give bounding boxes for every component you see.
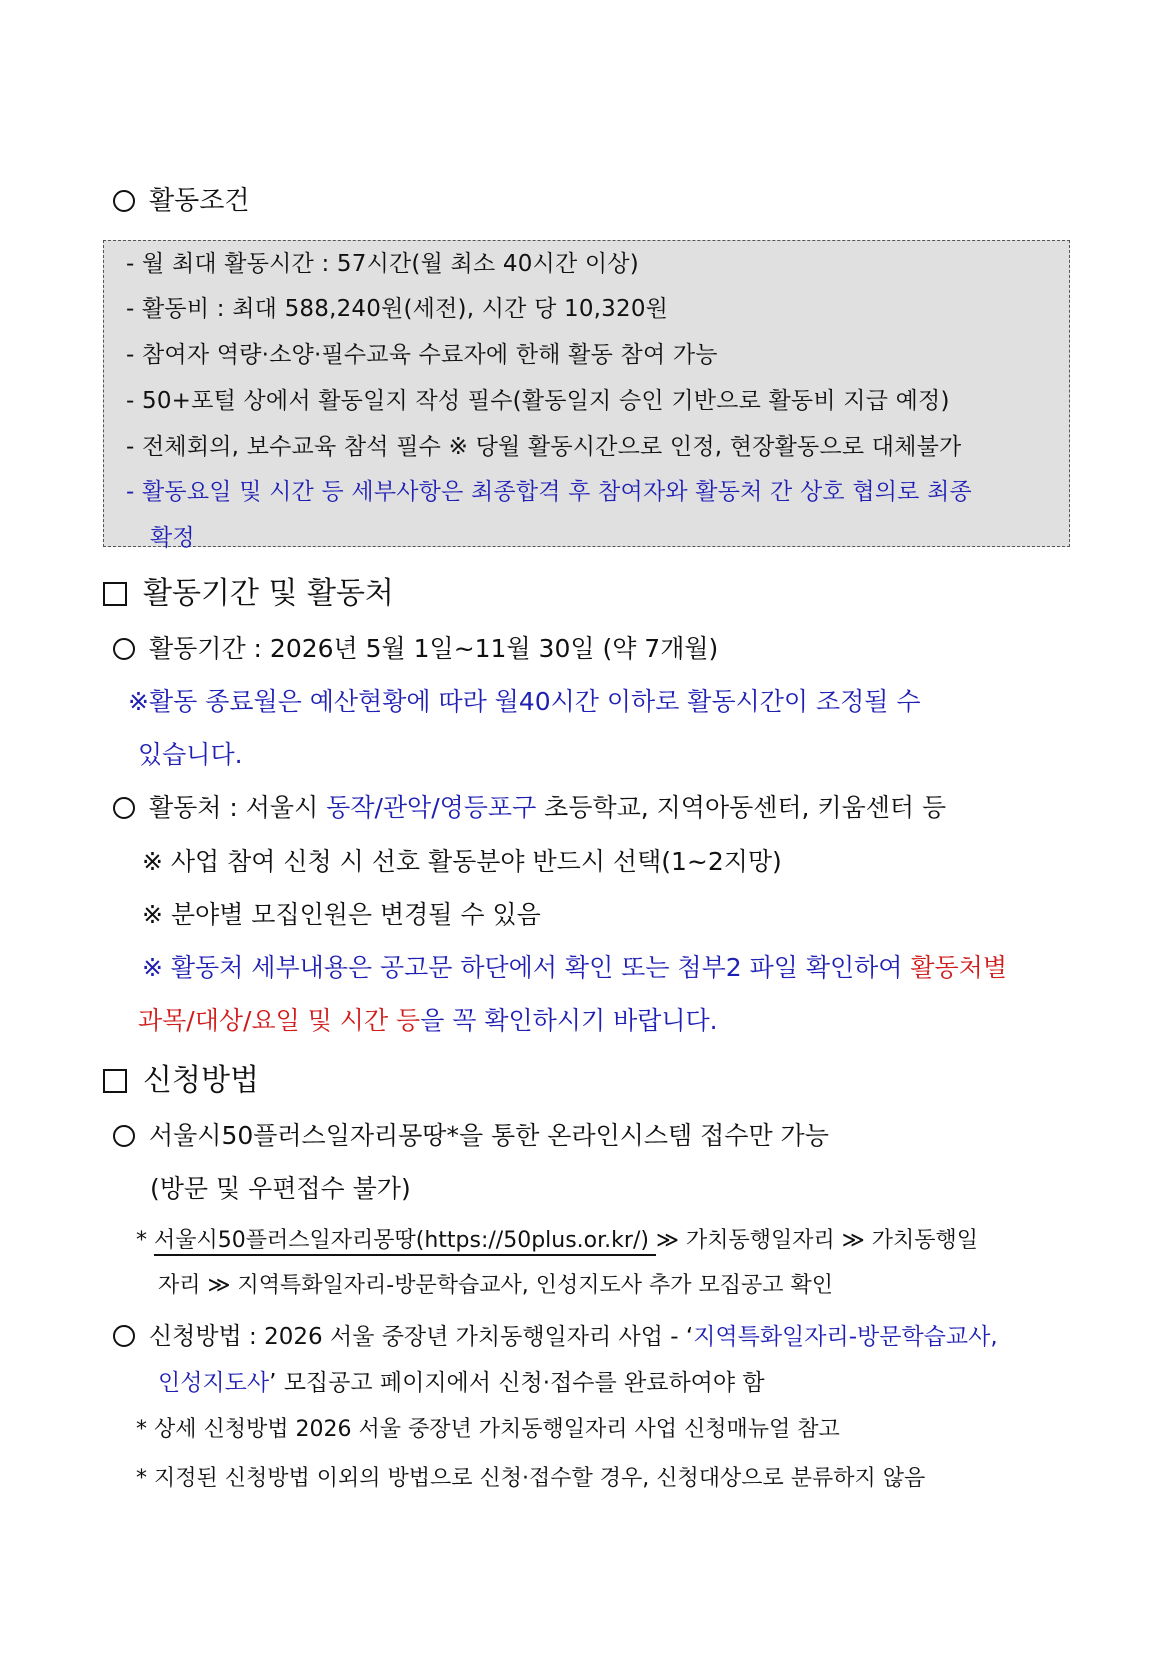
apply-link-line: * 서울시50플러스일자리몽땅(https://50plus.or.kr/) ≫ 가치동행일자리 ≫ 가치동행일 [136, 1223, 978, 1254]
footnote: * 지정된 신청방법 이외의 방법으로 신청·접수할 경우, 신청대상으로 분류하지 않음 [136, 1466, 926, 1491]
condition-highlight-cont: 확정 [150, 525, 195, 551]
condition-item: - 참여자 역량·소양·필수교육 수료자에 한해 활동 참여 가능 [126, 342, 718, 368]
place-note-detail: ※ 활동처 세부내용은 공고문 하단에서 확인 또는 첨부2 파일 확인하여 활동처별 [142, 953, 1007, 982]
circle-bullet-icon [113, 1125, 135, 1147]
place-note: ※ 분야별 모집인원은 변경될 수 있음 [142, 900, 541, 929]
place-note-detail-cont: 과목/대상/요일 및 시간 등을 꼭 확인하시기 바랍니다. [138, 1006, 718, 1035]
circle-bullet-icon [113, 190, 135, 212]
portal-link[interactable]: 서울시50플러스일자리몽땅(https://50plus.or.kr/) [154, 1228, 656, 1256]
place-note: ※ 사업 참여 신청 시 선호 활동분야 반드시 선택(1~2지망) [142, 847, 782, 876]
circle-bullet-icon [113, 638, 135, 660]
conditions-box [103, 240, 1070, 551]
period-section-heading: 활동기간 및 활동처 [103, 568, 394, 612]
period-note: ※활동 종료월은 예산현황에 따라 월40시간 이하로 활동시간이 조정될 수 [128, 687, 921, 716]
period-item: 활동기간 : 2026년 5월 1일~11월 30일 (약 7개월) [113, 629, 718, 665]
condition-item: - 월 최대 활동시간 : 57시간(월 최소 40시간 이상) [126, 251, 639, 277]
circle-bullet-icon [113, 797, 135, 819]
condition-item: - 전체회의, 보수교육 참석 필수 ※ 당월 활동시간으로 인정, 현장활동으로 대체불가 [126, 434, 962, 460]
place-districts: 동작/관악/영등포구 [326, 793, 537, 822]
square-bullet-icon [103, 582, 127, 606]
footnote: * 상세 신청방법 2026 서울 중장년 가치동행일자리 사업 신청매뉴얼 참고 [136, 1417, 840, 1442]
apply-item: 서울시50플러스일자리몽땅*을 통한 온라인시스템 접수만 가능 [113, 1116, 829, 1152]
apply-item-cont: (방문 및 우편접수 불가) [150, 1174, 411, 1203]
conditions-heading: 활동조건 [113, 180, 249, 217]
circle-bullet-icon [113, 1325, 135, 1347]
condition-item: - 50+포털 상에서 활동일지 작성 필수(활동일지 승인 기반으로 활동비 지급 예정) [126, 388, 950, 414]
place-item: 활동처 : 서울시 동작/관악/영등포구 초등학교, 지역아동센터, 키움센터 등 [113, 788, 946, 824]
period-note-cont: 있습니다. [138, 740, 243, 769]
apply-method-item: 신청방법 : 2026 서울 중장년 가치동행일자리 사업 - ‘지역특화일자리-방문학습교사, [113, 1316, 998, 1351]
apply-link-line-cont: 자리 ≫ 지역특화일자리-방문학습교사, 인성지도사 추가 모집공고 확인 [158, 1273, 833, 1298]
condition-item: - 활동비 : 최대 588,240원(세전), 시간 당 10,320원 [126, 296, 669, 322]
apply-section-heading: 신청방법 [103, 1055, 259, 1099]
apply-method-cont: 인성지도사’ 모집공고 페이지에서 신청·접수를 완료하여야 함 [158, 1370, 765, 1396]
condition-highlight: - 활동요일 및 시간 등 세부사항은 최종합격 후 참여자와 활동처 간 상호 협의로 최종 [126, 479, 972, 505]
square-bullet-icon [103, 1069, 127, 1093]
